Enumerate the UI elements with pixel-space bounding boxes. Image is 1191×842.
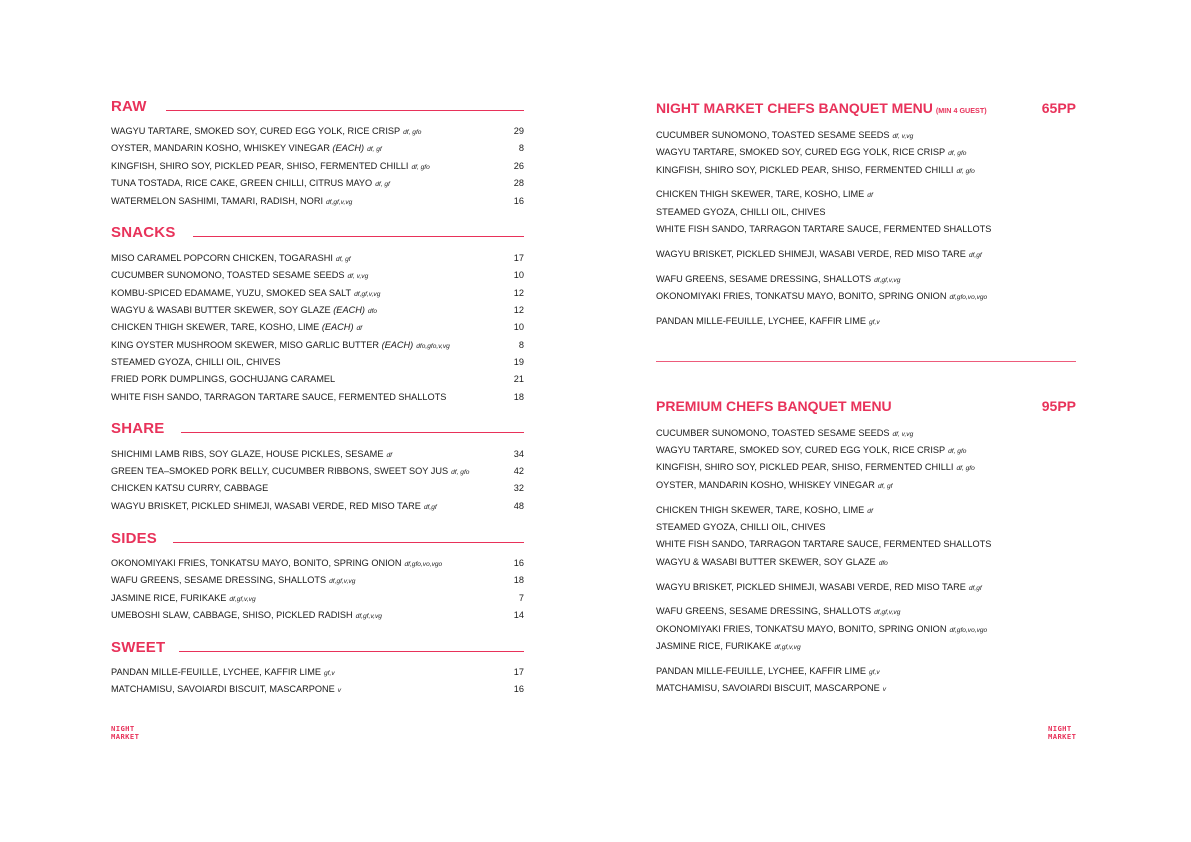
section-sweet-header — [111, 639, 524, 659]
item-price: 34 — [513, 449, 524, 459]
menu-item: KING OYSTER MUSHROOM SKEWER, MISO GARLIC BUTTER (EACH) dfo,gfo,v,vg 8 — [111, 340, 524, 350]
item-price: 26 — [513, 161, 524, 171]
banquet-item: WAGYU BRISKET, PICKLED SHIMEJI, WASABI VERDE, RED MISO TARE df,gf — [656, 582, 982, 592]
menu-item: WATERMELON SASHIMI, TAMARI, RADISH, NORI df,gf,v,vg 16 — [111, 196, 524, 206]
item-price: 18 — [513, 575, 524, 585]
menu-item: WAFU GREENS, SESAME DRESSING, SHALLOTS df,gf,v,vg 18 — [111, 575, 524, 585]
banquet-item: CHICKEN THIGH SKEWER, TARE, KOSHO, LIME df — [656, 505, 873, 515]
section-rule — [166, 110, 524, 111]
item-price: 8 — [518, 143, 524, 153]
section-rule — [181, 432, 524, 433]
item-price: 14 — [513, 610, 524, 620]
section-rule — [179, 651, 524, 652]
section-raw-header — [111, 98, 524, 118]
banquet-item: OYSTER, MANDARIN KOSHO, WHISKEY VINEGAR df, gf — [656, 480, 893, 490]
menu-item: WAGYU TARTARE, SMOKED SOY, CURED EGG YOLK, RICE CRISP df, gfo 29 — [111, 126, 524, 136]
banquet-item: MATCHAMISU, SAVOIARDI BISCUIT, MASCARPONE v — [656, 683, 887, 693]
night-market-logo: NIGHT MARKET — [111, 724, 140, 741]
banquet-item: WAFU GREENS, SESAME DRESSING, SHALLOTS df,gf,v,vg — [656, 606, 901, 616]
banquet-title: NIGHT MARKET CHEFS BANQUET MENU (MIN 4 GUEST) — [656, 100, 987, 116]
banquet-item: OKONOMIYAKI FRIES, TONKATSU MAYO, BONITO, SPRING ONION df,gfo,vo,vgo — [656, 624, 988, 634]
menu-item: WAGYU BRISKET, PICKLED SHIMEJI, WASABI VERDE, RED MISO TARE df,gf 48 — [111, 501, 524, 511]
banquet-item: PANDAN MILLE-FEUILLE, LYCHEE, KAFFIR LIME gf,v — [656, 666, 880, 676]
section-title: SIDES — [111, 530, 158, 547]
menu-item: FRIED PORK DUMPLINGS, GOCHUJANG CARAMEL 21 — [111, 374, 524, 384]
menu-item: PANDAN MILLE-FEUILLE, LYCHEE, KAFFIR LIME gf,v 17 — [111, 667, 524, 677]
banquet-item: JASMINE RICE, FURIKAKE df,gf,v,vg — [656, 641, 801, 651]
item-price: 16 — [513, 196, 524, 206]
banquet-item: OKONOMIYAKI FRIES, TONKATSU MAYO, BONITO, SPRING ONION df,gfo,vo,vgo — [656, 291, 988, 301]
banquet-item: WAFU GREENS, SESAME DRESSING, SHALLOTS df,gf,v,vg — [656, 274, 901, 284]
item-price: 10 — [513, 270, 524, 280]
section-sides-header — [111, 530, 524, 550]
menu-item: WHITE FISH SANDO, TARRAGON TARTARE SAUCE, FERMENTED SHALLOTS 18 — [111, 392, 524, 402]
menu-item: OKONOMIYAKI FRIES, TONKATSU MAYO, BONITO, SPRING ONION df,gfo,vo,vgo 16 — [111, 558, 524, 568]
section-snacks-header — [111, 224, 524, 244]
item-price: 16 — [513, 684, 524, 694]
banquet-item: STEAMED GYOZA, CHILLI OIL, CHIVES — [656, 207, 826, 217]
item-price: 8 — [518, 340, 524, 350]
menu-item: CHICKEN THIGH SKEWER, TARE, KOSHO, LIME (EACH) df 10 — [111, 322, 524, 332]
item-price: 42 — [513, 466, 524, 476]
item-price: 17 — [513, 667, 524, 677]
menu-item: UMEBOSHI SLAW, CABBAGE, SHISO, PICKLED RADISH df,gf,v,vg 14 — [111, 610, 524, 620]
night-market-logo: NIGHT MARKET — [1048, 724, 1077, 741]
banquet-price: 65PP — [1041, 100, 1076, 116]
banquet-item: WHITE FISH SANDO, TARRAGON TARTARE SAUCE, FERMENTED SHALLOTS — [656, 539, 992, 549]
banquet-divider — [656, 361, 1076, 362]
item-price: 18 — [513, 392, 524, 402]
menu-item: STEAMED GYOZA, CHILLI OIL, CHIVES 19 — [111, 357, 524, 367]
banquet-title: PREMIUM CHEFS BANQUET MENU — [656, 398, 892, 414]
banquet-item: KINGFISH, SHIRO SOY, PICKLED PEAR, SHISO, FERMENTED CHILLI df, gfo — [656, 462, 975, 472]
menu-item: GREEN TEA–SMOKED PORK BELLY, CUCUMBER RIBBONS, SWEET SOY JUS df, gfo 42 — [111, 466, 524, 476]
section-title: SHARE — [111, 420, 165, 437]
menu-item: CHICKEN KATSU CURRY, CABBAGE 32 — [111, 483, 524, 493]
item-price: 32 — [513, 483, 524, 493]
banquet-item: CHICKEN THIGH SKEWER, TARE, KOSHO, LIME df — [656, 189, 873, 199]
banquet-item: KINGFISH, SHIRO SOY, PICKLED PEAR, SHISO, FERMENTED CHILLI df, gfo — [656, 165, 975, 175]
section-title: SNACKS — [111, 224, 176, 241]
item-price: 21 — [513, 374, 524, 384]
banquet-item: STEAMED GYOZA, CHILLI OIL, CHIVES — [656, 522, 826, 532]
banquet-item: CUCUMBER SUNOMONO, TOASTED SESAME SEEDS df, v,vg — [656, 130, 914, 140]
banquet-header-night-market — [656, 99, 1076, 119]
menu-item: OYSTER, MANDARIN KOSHO, WHISKEY VINEGAR (EACH) df, gf 8 — [111, 143, 524, 153]
banquet-item: WAGYU TARTARE, SMOKED SOY, CURED EGG YOLK, RICE CRISP df, gfo — [656, 445, 967, 455]
item-price: 28 — [513, 178, 524, 188]
item-price: 19 — [513, 357, 524, 367]
menu-item: KINGFISH, SHIRO SOY, PICKLED PEAR, SHISO, FERMENTED CHILLI df, gfo 26 — [111, 161, 524, 171]
banquet-price: 95PP — [1041, 398, 1076, 414]
item-price: 7 — [518, 593, 524, 603]
item-price: 12 — [513, 288, 524, 298]
banquet-item: WAGYU TARTARE, SMOKED SOY, CURED EGG YOLK, RICE CRISP df, gfo — [656, 147, 967, 157]
item-price: 17 — [513, 253, 524, 263]
section-share-header — [111, 420, 524, 440]
menu-item: CUCUMBER SUNOMONO, TOASTED SESAME SEEDS df, v,vg 10 — [111, 270, 524, 280]
item-price: 10 — [513, 322, 524, 332]
section-title: SWEET — [111, 639, 166, 656]
banquet-header-premium — [656, 397, 1076, 417]
menu-item: SHICHIMI LAMB RIBS, SOY GLAZE, HOUSE PICKLES, SESAME df 34 — [111, 449, 524, 459]
menu-item: MISO CARAMEL POPCORN CHICKEN, TOGARASHI df, gf 17 — [111, 253, 524, 263]
banquet-item: WAGYU & WASABI BUTTER SKEWER, SOY GLAZE dfo — [656, 557, 888, 567]
menu-item: KOMBU-SPICED EDAMAME, YUZU, SMOKED SEA SALT df,gf,v,vg 12 — [111, 288, 524, 298]
item-price: 12 — [513, 305, 524, 315]
banquet-item: CUCUMBER SUNOMONO, TOASTED SESAME SEEDS df, v,vg — [656, 428, 914, 438]
item-price: 29 — [513, 126, 524, 136]
item-price: 16 — [513, 558, 524, 568]
section-rule — [173, 542, 524, 543]
menu-item: MATCHAMISU, SAVOIARDI BISCUIT, MASCARPONE v 16 — [111, 684, 524, 694]
banquet-item: PANDAN MILLE-FEUILLE, LYCHEE, KAFFIR LIME gf,v — [656, 316, 880, 326]
menu-item: JASMINE RICE, FURIKAKE df,gf,v,vg 7 — [111, 593, 524, 603]
banquet-item: WHITE FISH SANDO, TARRAGON TARTARE SAUCE, FERMENTED SHALLOTS — [656, 224, 992, 234]
menu-item: TUNA TOSTADA, RICE CAKE, GREEN CHILLI, CITRUS MAYO df, gf 28 — [111, 178, 524, 188]
menu-item: WAGYU & WASABI BUTTER SKEWER, SOY GLAZE (EACH) dfo 12 — [111, 305, 524, 315]
section-title: RAW — [111, 98, 147, 115]
section-rule — [193, 236, 524, 237]
item-price: 48 — [513, 501, 524, 511]
banquet-item: WAGYU BRISKET, PICKLED SHIMEJI, WASABI VERDE, RED MISO TARE df,gf — [656, 249, 982, 259]
banquet-subtitle: (MIN 4 GUEST) — [935, 106, 987, 115]
